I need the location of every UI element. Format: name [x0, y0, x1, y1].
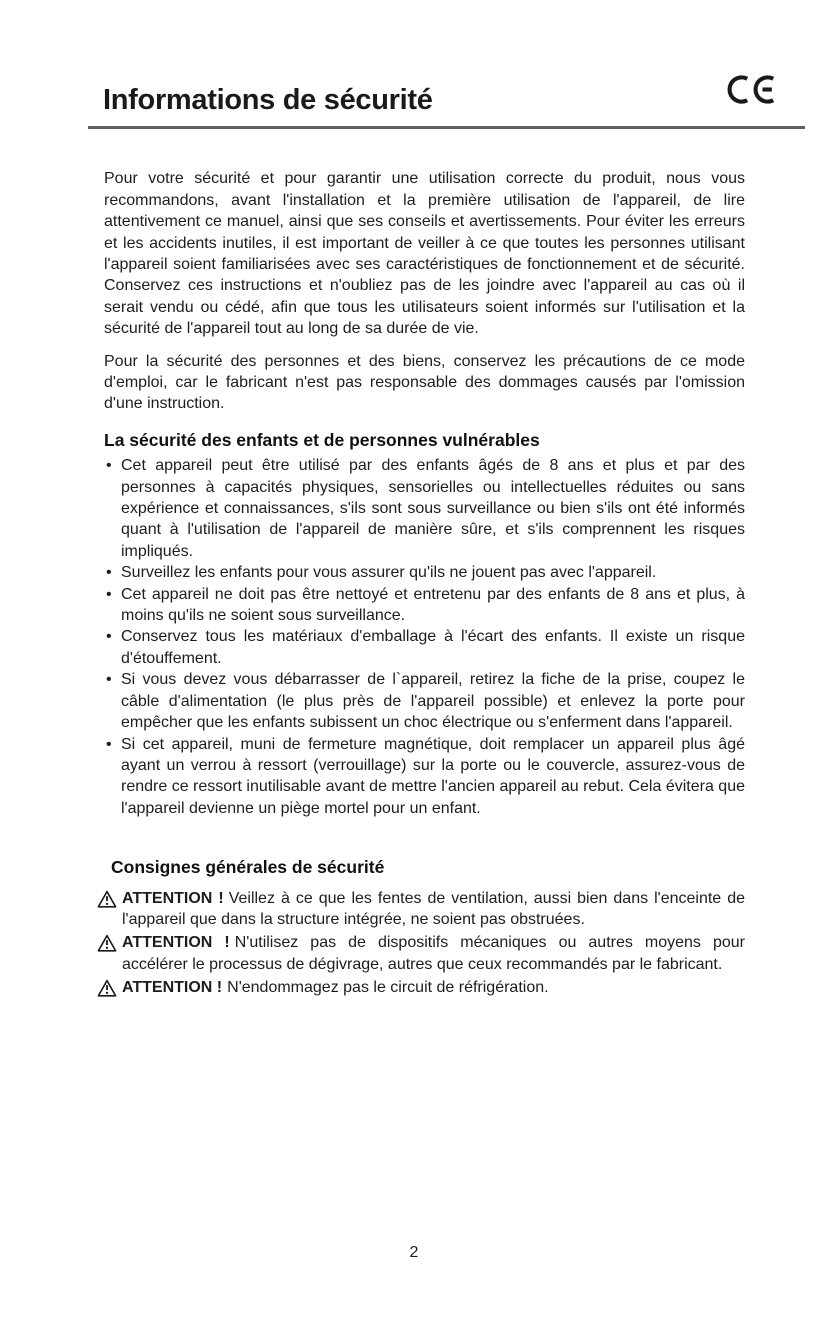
ce-mark-icon — [723, 74, 775, 110]
warning-item — [104, 977, 745, 998]
warning-item — [104, 888, 745, 931]
general-safety-heading: Consignes générales de sécurité — [111, 857, 385, 878]
intro-paragraph-1: Pour votre sécurité et pour garantir une utilisation correcte du produit, nous vous recommandons, avant l'installation et la première utilisation de l'appareil, de lire attentivement ce manuel, ainsi que ses conseils et avertissements. Pour éviter les erreurs et les accidents inutiles, il est important de veiller à ce que toutes les personnes utilisant l'appareil soient familiarisées avec ses caractéristiques de fonctionnement et de sécurité. Conservez ces instructions et n'oubliez pas de les joindre avec l'appareil au cas où il serait vendu ou cédé, afin que tous les utilisateurs soient informés sur l'utilisation et la sécurité de l'appareil tout au long de sa durée de vie. — [104, 170, 745, 338]
intro-paragraph-2: Pour la sécurité des personnes et des biens, conservez les précautions de ce mode d'emploi, car le fabricant n'est pas responsable des dommages causés par l'omission d'une instruction. — [104, 352, 745, 413]
warning-triangle-icon — [97, 934, 117, 958]
list-item: • Si vous devez vous débarrasser de l`appareil, retirez la fiche de la prise, coupez le câble d'alimentation (le plus près de l'appareil possible) et enlevez la porte pour empêcher que les enfants subissent un choc électrique ou s'enferment dans l'appareil. — [104, 669, 745, 733]
children-safety-list — [104, 455, 745, 819]
page-title: Informations de sécurité — [103, 84, 433, 116]
list-item: • Si cet appareil, muni de fermeture magnétique, doit remplacer un appareil plus âgé ayant un verrou à ressort (verrouillage) sur la porte ou le couvercle, assurez-vous de rendre ce ressort inutilisable avant de mettre l'ancien appareil au rebut. Cela évitera que l'appareil devienne un piège mortel pour un enfant. — [104, 734, 745, 820]
warning-text: N'endommagez pas le circuit de réfrigération. — [227, 979, 549, 997]
page-number: 2 — [409, 1244, 419, 1261]
title-divider — [88, 126, 805, 129]
warning-item — [104, 932, 745, 975]
list-item: • Surveillez les enfants pour vous assurer qu'ils ne jouent pas avec l'appareil. — [104, 562, 745, 583]
page-header — [103, 84, 775, 129]
warning-label: ATTENTION ! — [122, 889, 224, 907]
list-item: • Cet appareil peut être utilisé par des enfants âgés de 8 ans et plus et par des personnes à capacités physiques, sensorielles ou intellectuelles réduites ou sans expérience et connaissances, s'ils sont sous surveillance ou bien s'ils ont été informés quant à l'utilisation de l'appareil de manière sûre, et s'ils comprennent les risques impliqués. — [104, 455, 745, 562]
warning-text: N'utilisez pas de dispositifs mécaniques ou autres moyens pour accélérer le processus de dégivrage, autres que ceux recommandés par le fabricant. — [122, 934, 745, 973]
warning-text: Veillez à ce que les fentes de ventilation, aussi bien dans l'enceinte de l'appareil que dans la structure intégrée, ne soient pas obstruées. — [122, 889, 746, 928]
warning-label: ATTENTION ! — [122, 979, 223, 997]
warning-triangle-icon — [97, 890, 117, 914]
list-item: • Conservez tous les matériaux d'emballage à l'écart des enfants. Il existe un risque d'étouffement. — [104, 626, 745, 669]
children-safety-heading: La sécurité des enfants et de personnes vulnérables — [104, 429, 540, 450]
warning-triangle-icon — [97, 979, 117, 1003]
list-item: • Cet appareil ne doit pas être nettoyé et entretenu par des enfants de 8 ans et plus, à moins qu'ils ne soient sous surveillance. — [104, 584, 745, 627]
page-content — [104, 168, 745, 998]
warning-label: ATTENTION ! — [122, 934, 230, 952]
